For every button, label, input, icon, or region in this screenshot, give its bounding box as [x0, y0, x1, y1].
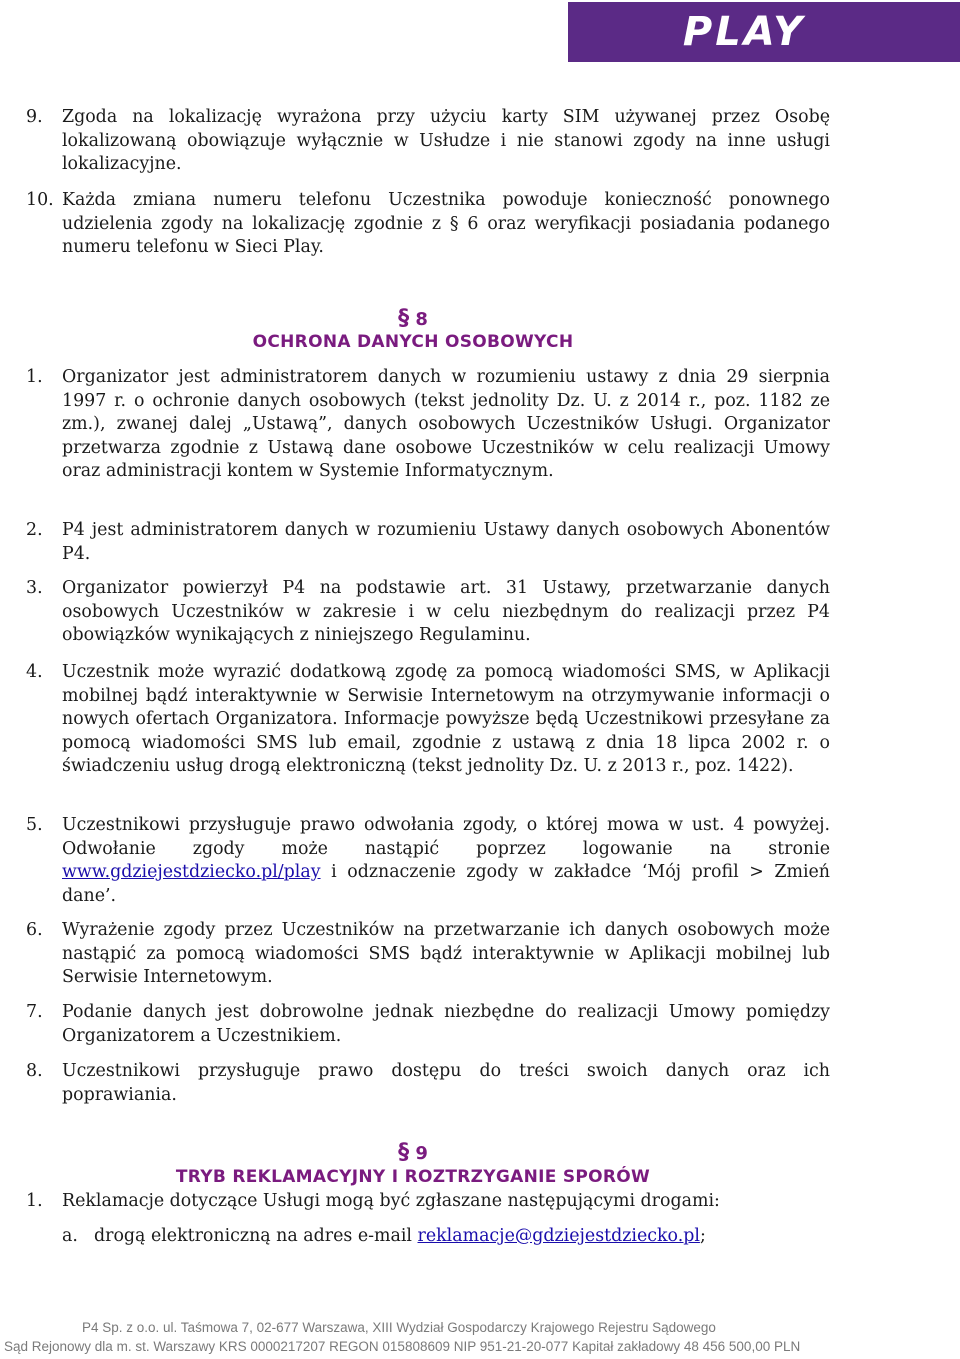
item-text: Wyrażenie zgody przez Uczestników na przetwarzanie ich danych osobowych może nastąpić za pomocą wiadomości SMS bądź interaktywnie w Aplikacji mobilnej lub Serwisie Internetowym.: [62, 920, 830, 987]
item-number: 6.: [26, 920, 43, 940]
item-number: 1.: [26, 367, 43, 387]
item-text: Organizator jest administratorem danych w rozumieniu ustawy z dnia 29 sierpnia 1997 r. o ochronie danych osobowych (tekst jednolity Dz. U. z 2014 r., poz. 1182 ze zm.), zwanej dalej „Ustawą”, danych osobowych Uczestników Usługi. Organizator przetwarza zgodnie z Ustawą dane osobowe Uczestników w celu realizacji Umowy oraz administracji kontem w Systemie Informatycznym.: [62, 367, 830, 481]
section-number: 8: [415, 309, 428, 330]
subitem-text-before: drogą elektroniczną na adres e-mail: [94, 1226, 418, 1246]
subitem-letter: a.: [62, 1226, 78, 1246]
footer-company-line: P4 Sp. z o.o. ul. Taśmowa 7, 02-677 Warszawa, XIII Wydział Gospodarczy Krajowego Rejestru Sądowego: [82, 1320, 716, 1335]
complaint-email-link[interactable]: reklamacje@gdziejestdziecko.pl: [417, 1226, 700, 1246]
list-item: [26, 519, 830, 566]
list-item: [26, 366, 830, 484]
item-text: Podanie danych jest dobrowolne jednak niezbędne do realizacji Umowy pomiędzy Organizatorem a Uczestnikiem.: [62, 1002, 830, 1046]
list-item: [26, 577, 830, 648]
item-number: 4.: [26, 662, 43, 682]
item-number: 1.: [26, 1191, 43, 1211]
list-item: [26, 1060, 830, 1107]
section-8-title: OCHRONA DANYCH OSOBOWYCH: [252, 332, 574, 352]
list-subitem: [62, 1225, 822, 1249]
item-number: 2.: [26, 520, 43, 540]
subitem-text-after: ;: [699, 1226, 706, 1246]
list-item: [26, 189, 830, 260]
list-item: [26, 814, 830, 908]
list-item: [26, 919, 830, 990]
item-text: Każda zmiana numeru telefonu Uczestnika powoduje konieczność ponownego udzielenia zgody na lokalizację zgodnie z § 6 oraz weryfikacji posiadania podanego numeru telefonu w Sieci Play.: [62, 190, 830, 257]
list-item: [26, 106, 830, 177]
list-item: [26, 1190, 830, 1214]
list-item: [26, 661, 830, 779]
item-number: 9.: [26, 107, 43, 127]
section-number: 9: [415, 1143, 428, 1164]
item-text: [62, 814, 830, 908]
item-text-after: i odznaczenie zgody w zakładce ‘Mój profil > Zmień dane’.: [62, 862, 830, 906]
item-text: Uczestnik może wyrazić dodatkową zgodę za pomocą wiadomości SMS, w Aplikacji mobilnej bądź interaktywnie w Serwisie Internetowym na otrzymywanie informacji o nowych ofertach Organizatora. Informacje powyższe będą Uczestnikowi przesyłane za pomocą wiadomości SMS lub email, zgodnie z ustawą z dnia 18 lipca 2002 r. o świadczeniu usług drogą elektroniczną (tekst jednolity Dz. U. z 2013 r., poz. 1422).: [62, 662, 830, 776]
item-text: Zgoda na lokalizację wyrażona przy użyciu karty SIM używanej przez Osobę lokalizowaną obowiązuje wyłącznie w Usłudze i nie stanowi zgody na inne usługi lokalizacyjne.: [62, 107, 830, 174]
item-text-before: Uczestnikowi przysługuje prawo odwołania zgody, o której mowa w ust. 4 powyżej. Odwołanie zgody może nastąpić poprzez logowanie na stronie: [62, 815, 830, 859]
item-number: 7.: [26, 1002, 43, 1022]
section-symbol: §: [398, 306, 410, 331]
subitem-text: [94, 1225, 822, 1249]
item-text: Organizator powierzył P4 na podstawie art. 31 Ustawy, przetwarzanie danych osobowych Uczestników w zakresie i w celu niezbędnym do realizacji przez P4 obowiązków wynikających z niniejszego Regulaminu.: [62, 578, 830, 645]
footer-registry-line: Sąd Rejonowy dla m. st. Warszawy KRS 0000217207 REGON 015808609 NIP 951-21-20-077 Kapitał zakładowy 48 456 500,00 PLN: [4, 1339, 801, 1354]
section-8-number: [0, 306, 826, 331]
item-number: 10.: [26, 190, 54, 210]
item-text: Reklamacje dotyczące Usługi mogą być zgłaszane następującymi drogami:: [62, 1191, 720, 1211]
section-symbol: §: [398, 1140, 410, 1165]
item-text: P4 jest administratorem danych w rozumieniu Ustawy danych osobowych Abonentów P4.: [62, 520, 830, 564]
item-text: Uczestnikowi przysługuje prawo dostępu do treści swoich danych oraz ich poprawiania.: [62, 1061, 830, 1105]
play-logo: [568, 2, 960, 62]
section-9-title: TRYB REKLAMACYJNY I ROZTRZYGANIE SPORÓW: [175, 1167, 651, 1187]
play-page-link[interactable]: www.gdziejestdziecko.pl/play: [62, 862, 321, 882]
section-9-number: [0, 1140, 826, 1165]
item-number: 5.: [26, 815, 43, 835]
list-item: [26, 1001, 830, 1048]
logo-text: PLAY: [682, 9, 806, 55]
item-number: 3.: [26, 578, 43, 598]
item-number: 8.: [26, 1061, 43, 1081]
